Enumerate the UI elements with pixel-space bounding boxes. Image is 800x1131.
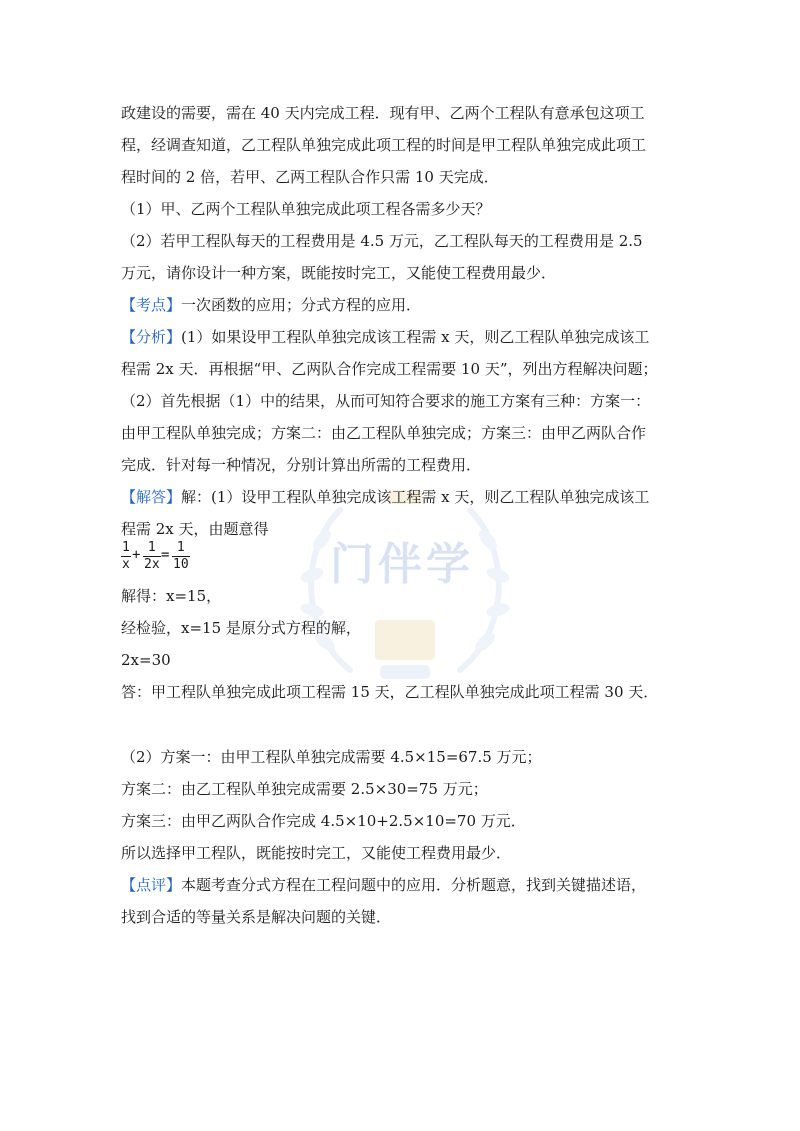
fenxi-line-4: 由甲工程队单独完成；方案二：由乙工程队单独完成；方案三：由甲乙两队合作 [121,424,647,442]
fraction-2-numerator: 1 [147,540,156,555]
part2-line-2: 方案二：由乙工程队单独完成需要 2.5×30=75 万元； [121,780,488,798]
fraction-1-numerator: 1 [122,540,130,555]
fenxi-line-5: 完成．针对每一种情况，分别计算出所需的工程费用． [121,456,482,474]
jieda-line-4: 经检验，x=15 是原分式方程的解， [121,619,361,637]
part2-line-1: （2）方案一：由甲工程队单独完成需要 4.5×15=67.5 万元； [121,748,542,766]
kaodian-tag: 【考点】 [121,296,182,314]
dianping-tag: 【点评】 [121,876,182,894]
dianping-text-1: 本题考查分式方程在工程问题中的应用．分析题意，找到关键描述语， [181,876,647,894]
fraction-2-denominator: 2x [144,557,160,572]
jieda-line-3: 解得：x=15， [121,587,222,605]
plus-sign: + [132,547,141,563]
question-1: （1）甲、乙两个工程队单独完成此项工程各需多少天？ [121,200,491,218]
fenxi-line-1 [121,327,649,347]
fenxi-line-3: （2）首先根据（1）中的结果，从而可知符合要求的施工方案有三种：方案一： [121,392,651,410]
kaodian-line [121,295,421,315]
part2-line-3: 方案三：由甲乙两队合作完成 4.5×10+2.5×10=70 万元． [121,812,526,830]
fraction-3 [172,540,190,573]
fraction-2 [143,540,161,573]
fenxi-line-2: 程需 2x 天．再根据“甲、乙两队合作完成工程需要 10 天”，列出方程解决问题； [121,360,658,378]
kaodian-text: 一次函数的应用；分式方程的应用． [181,296,422,314]
equals-sign: = [161,547,170,563]
fraction-3-denominator: 10 [173,557,189,572]
fraction-1-denominator: x [122,557,130,572]
problem-line-1: 政建设的需要，需在 40 天内完成工程．现有甲、乙两个工程队有意承包这项工 [121,104,645,122]
fraction-1 [121,540,131,573]
fenxi-tag: 【分析】 [121,328,182,346]
question-2-line-2: 万元，请你设计一种方案，既能按时完工，又能使工程费用最少． [121,264,557,282]
fenxi-text-1: (1）如果设甲工程队单独完成该工程需 x 天，则乙工程队单独完成该工 [181,328,650,346]
dianping-line-1 [121,875,646,895]
jieda-line-2: 程需 2x 天，由题意得 [121,520,269,538]
dianping-line-2: 找到合适的等量关系是解决问题的关键． [121,908,392,926]
jieda-line-1 [121,487,649,507]
watermark-text: 门伴学 [330,539,474,590]
part2-line-4: 所以选择甲工程队，既能按时完工，又能使工程费用最少． [121,844,512,862]
question-2-line-1: （2）若甲工程队每天的工程费用是 4.5 万元，乙工程队每天的工程费用是 2.5 [121,232,643,250]
fraction-3-numerator: 1 [176,540,185,555]
jieda-line-5: 2x=30 [121,651,171,669]
jieda-tag: 【解答】 [121,488,182,506]
problem-line-2: 程，经调查知道，乙工程队单独完成此项工程的时间是甲工程队单独完成此项工 [121,136,647,154]
jieda-answer: 答：甲工程队单独完成此项工程需 15 天，乙工程队单独完成此项工程需 30 天． [121,683,659,701]
jieda-text-1: 解：(1）设甲工程队单独完成该工程需 x 天，则乙工程队单独完成该工 [181,488,650,506]
problem-line-3: 程时间的 2 倍，若甲、乙两工程队合作只需 10 天完成． [121,168,499,186]
